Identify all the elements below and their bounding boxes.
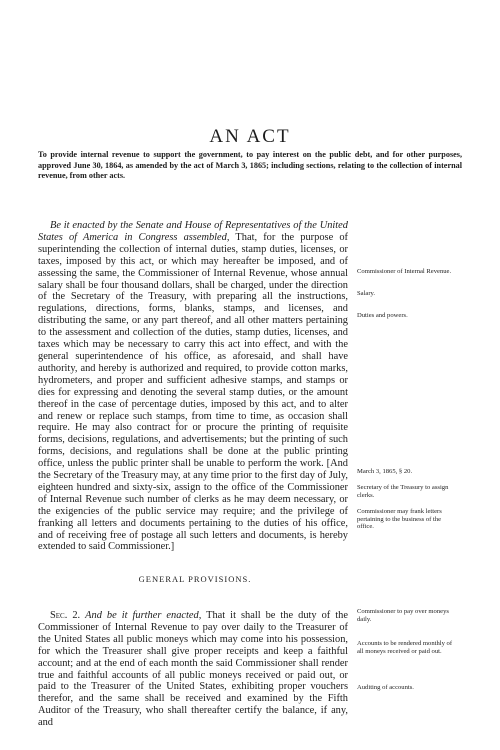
act-subtitle: To provide internal revenue to support the government, to pay interest on the public debt, and for other purposes, approved June 30, 1864, as amended by the act of March 3, 1865; including sections, relating to the collection of internal revenue, from other acts. (38, 150, 462, 180)
margin-note-secretary: Secretary of the Treasury to assign clerks. (357, 484, 449, 499)
margin-note-march: March 3, 1865, § 20. (357, 468, 413, 475)
margin-note-salary: Salary. (357, 290, 376, 297)
margin-note-franking: Commissioner may frank letters pertaining to the business of the office. (357, 508, 442, 531)
margin-note-auditing: Auditing of accounts. (357, 684, 414, 691)
margin-note-accounts: Accounts to be rendered monthly of all moneys received or paid out. (357, 640, 453, 655)
section-1-paragraph (38, 220, 348, 553)
margin-note-pay-over: Commissioner to pay over moneys daily. (357, 608, 449, 623)
margin-note-commissioner: Commissioner of Internal Revenue. (357, 268, 452, 275)
act-title: AN ACT (209, 126, 291, 147)
section-2-enacting: And be it further enacted, (85, 610, 202, 621)
section-2-label: Sec. 2. (50, 610, 81, 621)
margin-note-duties: Duties and powers. (357, 312, 408, 319)
general-provisions-heading: GENERAL PROVISIONS. (138, 574, 252, 584)
enacting-clause: Be it enacted by the Senate and House of Representatives of the United States of America in Congress assembled, (38, 220, 348, 243)
section-2-paragraph (38, 610, 348, 729)
section-1-text: That, for the purpose of superintending the collection of internal duties, stamp duties, licenses, or taxes, imposed by this act, or which may hereafter be imposed, and of assessing the same, the Commissioner of Internal Revenue, whose annual salary shall be four thousand dollars, shall be charged, under the direction of the Secretary of the Treasury, with preparing all the instructions, regulations, directions, forms, blanks, stamps, and licenses, and distributing the same, or any part thereof, and all other matters pertaining to the assessment and collection of the duties, stamp duties, licenses, and taxes which may be necessary to carry this act into effect, and with the general superintendence of his office, as aforesaid, and shall have authority, and hereby is authorized and required, to provide cotton marks, hydrometers, and proper and sufficient adhesive stamps, and stamps or dies for expressing and denoting the several stamp duties, or the amount thereof in the case of percentage duties, imposed by this act, and to alter and renew or replace such stamps, from time to time, as occasion shall require. He may also contract for or procure the printing of requisite forms, decisions, regulations, and advertisements; but the printing of such forms, decisions, and regulations shall be done at the public printing office, unless the public printer shall be unable to perform the work. [And the Secretary of the Treasury may, at any time prior to the first day of July, eighteen hundred and sixty-six, assign to the office of the Commissioner of Internal Revenue such number of clerks as he may deem necessary, or the exigencies of the public service may require; and the privilege of franking all letters and documents pertaining to the duties of his office, and of receiving free of postage all such letters and documents, is hereby extended to said Commissioner.] (38, 231, 349, 553)
section-2-text: That it shall be the duty of the Commissioner of Internal Revenue to pay over daily to the Treasurer of the United States all public moneys which may come into his possession, for which the Treasurer shall give proper receipts and keep a faithful account; and at the end of each month the said Commissioner shall render true and faithful accounts of all public moneys received or paid out, or paid to the Treasurer of the United States, exhibiting proper vouchers therefor, and the same shall be received and examined by the Fifth Auditor of the Treasury, who shall thereafter certify the balance, if any, and (38, 610, 348, 729)
